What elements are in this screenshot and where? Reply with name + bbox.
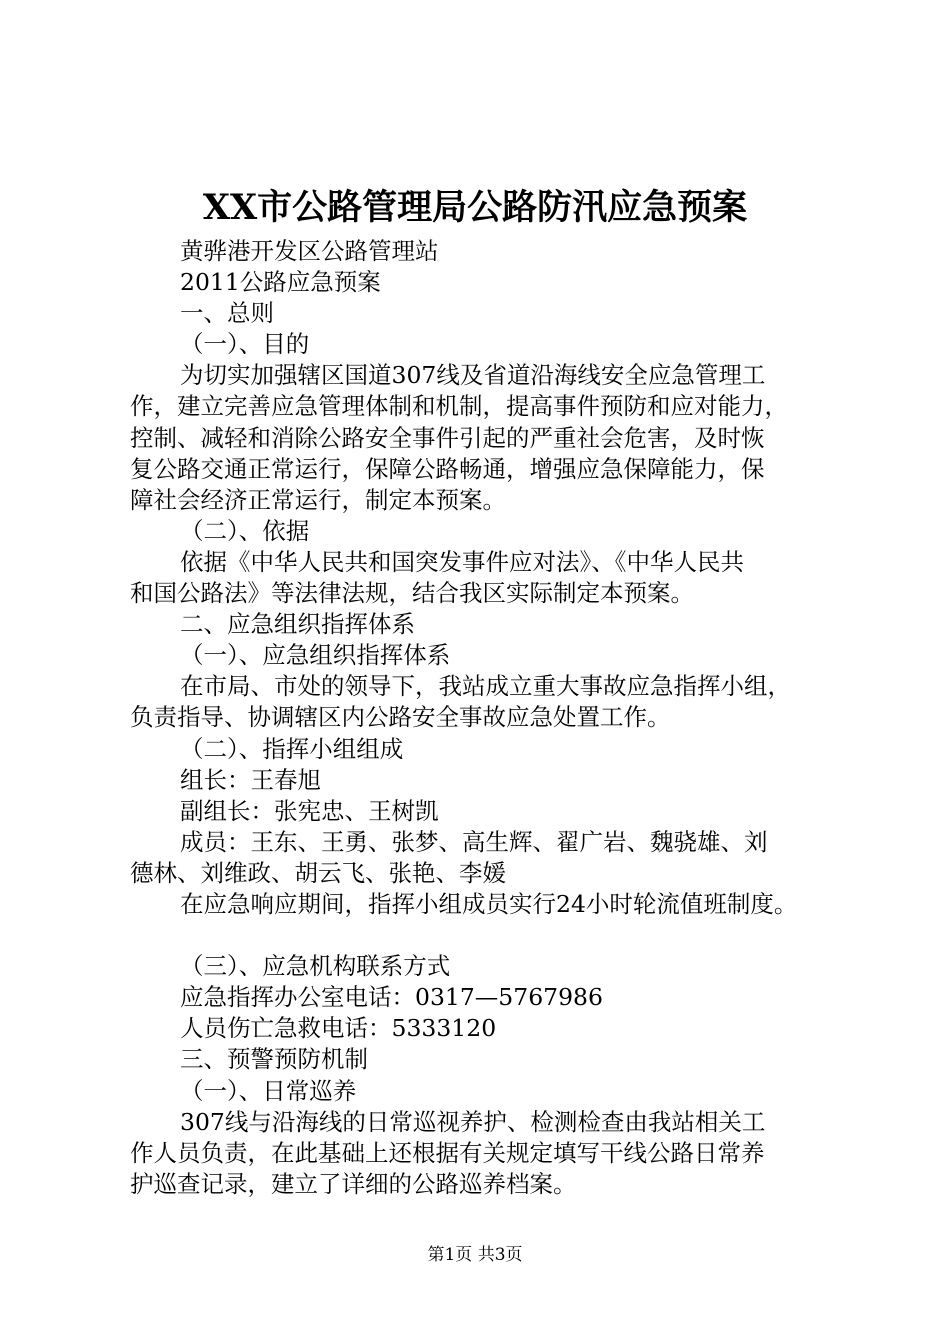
- text-line: （一）、目的: [180, 330, 310, 359]
- document-body: [130, 236, 850, 1200]
- blank-line: [130, 920, 850, 951]
- text-line: 成员：王东、王勇、张梦、高生辉、翟广岩、魏骁雄、刘: [180, 827, 768, 856]
- text-line: 2011公路应急预案: [180, 268, 381, 297]
- document-title: XX市公路管理局公路防汛应急预案: [202, 187, 748, 228]
- text-line: 组长：王春旭: [180, 765, 321, 794]
- text-line: 护巡查记录，建立了详细的公路巡养档案。: [130, 1169, 577, 1198]
- text-line: 307线与沿海线的日常巡视养护、检测检查由我站相关工: [180, 1107, 766, 1136]
- text-line: （二）、指挥小组组成: [180, 734, 404, 763]
- text-line: 黄骅港开发区公路管理站: [180, 237, 439, 265]
- text-line: 为切实加强辖区国道307线及省道沿海线安全应急管理工: [180, 361, 766, 390]
- text-line: 作，建立完善应急管理体制和机制，提高事件预防和应对能力，: [130, 392, 788, 421]
- text-line: （二）、依据: [180, 516, 310, 545]
- text-line: 控制、减轻和消除公路安全事件引起的严重社会危害，及时恢: [130, 423, 765, 452]
- text-line: 障社会经济正常运行，制定本预案。: [130, 485, 506, 514]
- text-line: 德林、刘维政、胡云飞、张艳、李媛: [130, 858, 506, 887]
- text-line: （一）、应急组织指挥体系: [180, 641, 451, 670]
- text-line: 人员伤亡急救电话：5333120: [180, 1014, 497, 1043]
- text-line: 应急指挥办公室电话：0317—5767986: [180, 983, 603, 1012]
- text-line: 副组长：张宪忠、王树凯: [180, 796, 439, 825]
- text-line: 作人员负责，在此基础上还根据有关规定填写干线公路日常养: [130, 1138, 765, 1167]
- text-line: 复公路交通正常运行，保障公路畅通，增强应急保障能力，保: [130, 454, 765, 483]
- text-line: （一）、日常巡养: [180, 1076, 357, 1105]
- text-line: 依据《中华人民共和国突发事件应对法》、《中华人民共: [180, 547, 744, 576]
- text-line: 和国公路法》等法律法规，结合我区实际制定本预案。: [130, 579, 694, 608]
- text-line: 在市局、市处的领导下，我站成立重大事故应急指挥小组，: [180, 672, 791, 701]
- text-line: 三、预警预防机制: [180, 1045, 368, 1074]
- text-line: 负责指导、协调辖区内公路安全事故应急处置工作。: [130, 703, 671, 732]
- text-line: 一、总则: [180, 299, 274, 328]
- text-line: （三）、应急机构联系方式: [180, 952, 451, 981]
- page-footer: 第1页 共3页: [427, 1245, 523, 1265]
- text-line: 二、应急组织指挥体系: [180, 610, 415, 639]
- text-line: 在应急响应期间，指挥小组成员实行24小时轮流值班制度。: [180, 889, 798, 918]
